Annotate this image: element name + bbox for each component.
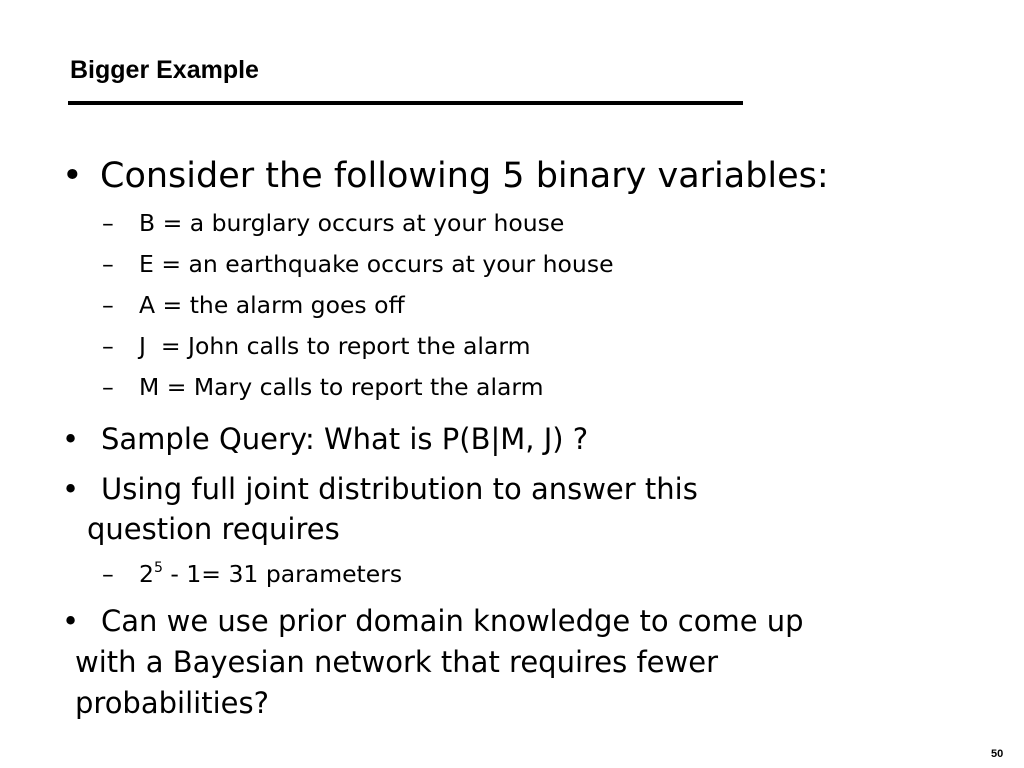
sub-item-text: J = John calls to report the alarm [139, 332, 531, 360]
dash-marker: – [102, 373, 114, 401]
sub-item-text [139, 559, 402, 589]
bullet-marker: • [62, 604, 80, 638]
bullet-marker: • [62, 472, 80, 506]
page-number: 50 [991, 748, 1004, 760]
sub-item-text: B = a burglary occurs at your house [139, 209, 565, 237]
bullet-text: Sample Query: What is P(B|M, J) ? [101, 422, 589, 456]
params-exponent: 5 [153, 559, 163, 576]
bullet-text-line1: Using full joint distribution to answer this [101, 472, 698, 506]
dash-marker: – [102, 560, 114, 588]
bullet-text: Consider the following 5 binary variables: [100, 156, 829, 196]
sub-item-text: M = Mary calls to report the alarm [139, 373, 544, 401]
bullet-marker: • [62, 422, 80, 456]
bullet-marker: • [62, 156, 83, 196]
title-underline [68, 101, 743, 105]
sub-item-text: E = an earthquake occurs at your house [139, 250, 614, 278]
bullet-text-line2: with a Bayesian network that requires fewer [75, 645, 718, 679]
sub-item-text: A = the alarm goes off [139, 291, 405, 319]
dash-marker: – [102, 291, 114, 319]
params-rest: - 1= 31 parameters [162, 560, 403, 588]
bullet-text-line2: question requires [87, 512, 340, 546]
dash-marker: – [102, 332, 114, 360]
slide-title: Bigger Example [70, 56, 259, 84]
bullet-text-line1: Can we use prior domain knowledge to come up [101, 604, 804, 638]
dash-marker: – [102, 209, 114, 237]
params-base: 2 [139, 560, 154, 588]
dash-marker: – [102, 250, 114, 278]
bullet-text-line3: probabilities? [75, 686, 269, 720]
